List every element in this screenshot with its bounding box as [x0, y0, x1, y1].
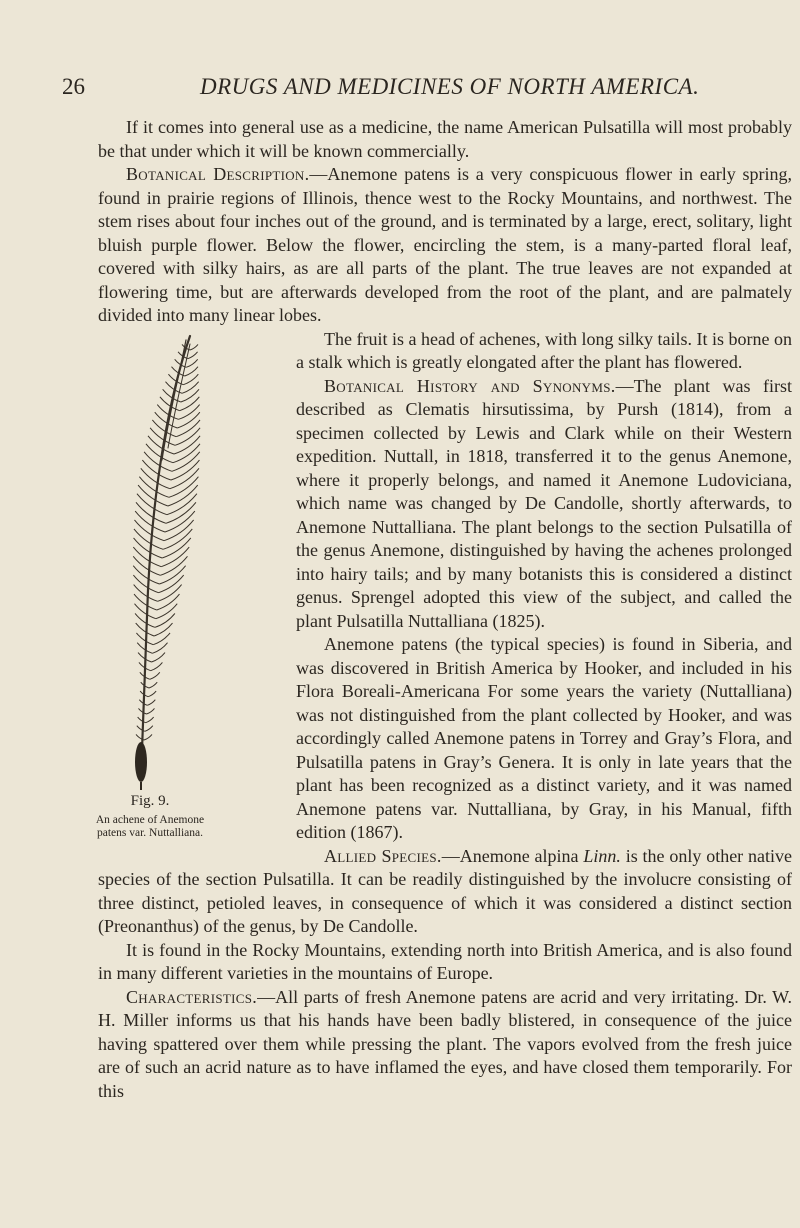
paragraph-commercial-name: If it comes into general use as a medicine, the name American Pulsatilla will most probably be that under which it will be known commercially.	[98, 117, 792, 161]
tail-hair-right	[175, 427, 200, 445]
tail-hair-right	[144, 734, 152, 740]
page-number: 26	[62, 74, 85, 99]
tail-hair-right	[186, 359, 198, 367]
allied-species-authority: Linn.	[583, 845, 621, 866]
paragraph-typical-species: Anemone patens (the typical species) is found in Siberia, and was discovered in British America by Hooker, and included in his Flora Boreali-Americana For some years the variety (Nuttalliana) was not distinguished from the plant collected by Hooker, and was accordingly called Anemone patens in Torrey and Gray’s Flora, and Pulsatilla patens in Gray’s Genera. It is only in late years that the plant has been recognized as a distinct variety, and it was named Anemone patens var. Nuttalliana, by Gray, in his Manual, fifth edition (1867).	[296, 634, 792, 842]
section-heading-allied-species: Allied Species.	[324, 845, 442, 866]
paragraph-fruit: The fruit is a head of achenes, with long silky tails. It is borne on a stalk which is greatly elongated after the plant has flowered.	[296, 328, 792, 372]
characteristics-text: —All parts of fresh Anemone patens are acrid and very irritating. Dr. W. H. Miller informs us that his hands have been badly blistered, in consequence of the juice having spattered over them while pressing the plant. The vapors evolved from the fresh juice are of such an acrid nature as to have inflamed the eyes, and have closed them temporarily. For this	[98, 986, 792, 1101]
body-text	[95, 116, 792, 1103]
section-heading-botanical-history: Botanical History and Synonyms.	[324, 375, 616, 396]
tail-hair-right	[149, 682, 157, 688]
allied-species-text-a: —Anemone alpina	[441, 845, 584, 866]
tail-hair-right	[154, 623, 172, 636]
tail-hair-right	[188, 351, 198, 358]
paragraph-distribution: It is found in the Rocky Mountains, extending north into British America, and is also found in many different varieties in the mountains of Europe.	[98, 939, 792, 983]
section-heading-characteristics: Characteristics.	[126, 986, 258, 1007]
tail-hair-right	[147, 699, 155, 705]
page-header	[0, 74, 800, 114]
tail-hair-right	[155, 613, 175, 627]
tail-hair-right	[185, 366, 198, 375]
tail-hair-right	[151, 662, 163, 670]
tail-hair-left	[136, 623, 154, 636]
tail-hair-right	[146, 708, 154, 714]
tail-hair-left	[134, 584, 158, 601]
paragraph-characteristics	[98, 986, 792, 1104]
tail-hair-left	[134, 537, 163, 557]
tail-hair-right	[145, 725, 153, 731]
tail-hair-right	[174, 435, 200, 453]
paragraph-allied-species	[98, 845, 792, 939]
tail-hair-right	[182, 381, 199, 393]
botanical-history-text: —The plant was first described as Clematis hirsutissima, by Pursh (1814), from a specimen collected by Lewis and Clark while on their Western expedition. Nuttall, in 1818, transferred it to the genus Anemone, where it properly belongs, and named it Anemone Ludoviciana, which name was changed by De Candolle, shortly afterwards, to Anemone Nuttalliana. The plant belongs to the section Pulsatilla of the genus Anemone, distinguished by having the achenes prolonged into hairy tails; and by many botanists this is considered a distinct genus. Sprengel adopted this view of the subject, and called the plant Pulsatilla Nuttalliana (1825).	[296, 375, 792, 631]
section-heading-botanical-description: Botanical Description.	[126, 164, 310, 184]
figure-caption: An achene of Anemone patens var. Nuttalliana.	[95, 813, 205, 839]
achene-illustration	[98, 330, 202, 790]
tail-hair-left	[138, 717, 146, 723]
running-title: DRUGS AND MEDICINES OF NORTH AMERICA.	[200, 74, 700, 99]
tail-hair-right	[148, 691, 156, 697]
tail-hair-right	[152, 652, 165, 661]
tail-hair-right	[159, 575, 184, 593]
paragraph-botanical-description	[98, 163, 792, 328]
figure-9	[95, 330, 284, 850]
tail-hair-right	[159, 565, 185, 583]
tail-hair-right	[190, 344, 198, 350]
tail-hair-right	[146, 717, 154, 723]
tail-hair-left	[142, 460, 171, 480]
figure-label: Fig. 9.	[130, 792, 170, 809]
botanical-description-text: —Anemone patens is a very conspicuous flower in early spring, found in prairie regions of Illinois, thence west to the Rocky Mountains, and northwest. The stem rises about four inches out of the ground, and is terminated by a large, erect, solitary, light bluish purple flower. Below the flower, encircling the stem, is a many-parted floral leaf, covered with silky hairs, as are all parts of the plant. The true leaves are not expanded at flowering time, but are afterwards developed from the root of the plant, and are palmately divided into many linear lobes.	[98, 164, 792, 325]
tail-hair-left	[133, 547, 161, 567]
tail-hair-right	[150, 672, 160, 679]
allied-species-text-b: is the only other native species of the section Pulsatilla. It can be readily distinguished by the involucre consisting of three distinct, petioled leaves, in consequence of which it was considered a distinct section (Preonanthus) of the genus, by De Candolle.	[98, 845, 792, 936]
